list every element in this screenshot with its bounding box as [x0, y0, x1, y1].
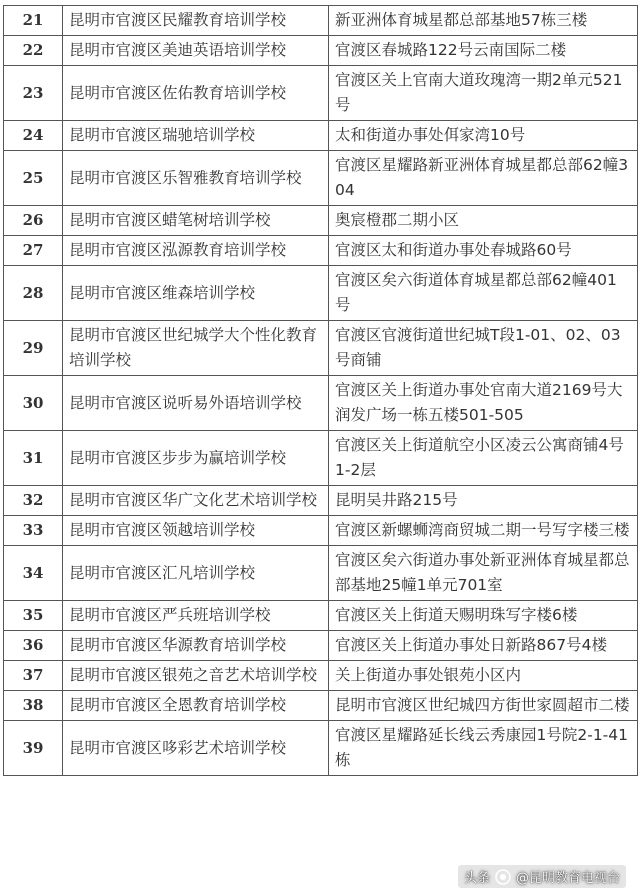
- school-name: 昆明市官渡区哆彩艺术培训学校: [63, 721, 329, 776]
- table-row: [4, 546, 638, 601]
- row-number: 24: [4, 121, 63, 151]
- row-number: 21: [4, 6, 63, 36]
- table-row: [4, 206, 638, 236]
- school-name: 昆明市官渡区全恩教育培训学校: [63, 691, 329, 721]
- school-address: 太和街道办事处佴家湾10号: [329, 121, 638, 151]
- row-number: 22: [4, 36, 63, 66]
- school-name: 昆明市官渡区民耀教育培训学校: [63, 6, 329, 36]
- school-address: 官渡区关上街道办事处官南大道2169号大润发广场一栋五楼501-505: [329, 376, 638, 431]
- row-number: 33: [4, 516, 63, 546]
- watermark-handle: @昆明教育电视台: [515, 871, 620, 886]
- row-number: 36: [4, 631, 63, 661]
- row-number: 28: [4, 266, 63, 321]
- school-name: 昆明市官渡区佐佑教育培训学校: [63, 66, 329, 121]
- school-address: 新亚洲体育城星都总部基地57栋三楼: [329, 6, 638, 36]
- school-address: 奥宸橙郡二期小区: [329, 206, 638, 236]
- school-table: [3, 5, 638, 776]
- table-row: [4, 486, 638, 516]
- table-row: [4, 121, 638, 151]
- school-name: 昆明市官渡区说听易外语培训学校: [63, 376, 329, 431]
- table-row: [4, 6, 638, 36]
- school-name: 昆明市官渡区步步为赢培训学校: [63, 431, 329, 486]
- school-name: 昆明市官渡区华广文化艺术培训学校: [63, 486, 329, 516]
- row-number: 31: [4, 431, 63, 486]
- school-name: 昆明市官渡区乐智雅教育培训学校: [63, 151, 329, 206]
- school-address: 官渡区关上街道航空小区凌云公寓商铺4号1-2层: [329, 431, 638, 486]
- table-row: [4, 376, 638, 431]
- school-address: 官渡区官渡街道世纪城T段1-01、02、03号商铺: [329, 321, 638, 376]
- table-row: [4, 661, 638, 691]
- watermark: [458, 865, 626, 888]
- table-row: [4, 266, 638, 321]
- table-row: [4, 516, 638, 546]
- school-address: 官渡区星耀路新亚洲体育城星都总部62幢304: [329, 151, 638, 206]
- school-name: 昆明市官渡区汇凡培训学校: [63, 546, 329, 601]
- school-address: 官渡区春城路122号云南国际二楼: [329, 36, 638, 66]
- school-name: 昆明市官渡区世纪城学大个性化教育培训学校: [63, 321, 329, 376]
- watermark-prefix: 头条: [463, 871, 490, 886]
- table-row: [4, 691, 638, 721]
- school-name: 昆明市官渡区泓源教育培训学校: [63, 236, 329, 266]
- row-number: 35: [4, 601, 63, 631]
- row-number: 32: [4, 486, 63, 516]
- school-address: 官渡区关上街道办事处日新路867号4楼: [329, 631, 638, 661]
- school-name: 昆明市官渡区华源教育培训学校: [63, 631, 329, 661]
- row-number: 30: [4, 376, 63, 431]
- row-number: 29: [4, 321, 63, 376]
- row-number: 34: [4, 546, 63, 601]
- school-address: 官渡区矣六街道体育城星都总部62幢401号: [329, 266, 638, 321]
- school-address: 官渡区关上官南大道玫瑰湾一期2单元521号: [329, 66, 638, 121]
- school-address: 昆明市官渡区世纪城四方街世家圆超市二楼: [329, 691, 638, 721]
- school-address: 官渡区太和街道办事处春城路60号: [329, 236, 638, 266]
- school-address: 官渡区星耀路延长线云秀康园1号院2-1-41栋: [329, 721, 638, 776]
- table-row: [4, 431, 638, 486]
- row-number: 39: [4, 721, 63, 776]
- row-number: 27: [4, 236, 63, 266]
- row-number: 23: [4, 66, 63, 121]
- school-address: 昆明吴井路215号: [329, 486, 638, 516]
- school-name: 昆明市官渡区严兵班培训学校: [63, 601, 329, 631]
- table-row: [4, 36, 638, 66]
- watermark-logo-icon: [495, 869, 511, 885]
- school-name: 昆明市官渡区美迪英语培训学校: [63, 36, 329, 66]
- school-address: 关上街道办事处银苑小区内: [329, 661, 638, 691]
- table-row: [4, 66, 638, 121]
- school-address: 官渡区新螺蛳湾商贸城二期一号写字楼三楼: [329, 516, 638, 546]
- table-row: [4, 151, 638, 206]
- table-row: [4, 721, 638, 776]
- row-number: 37: [4, 661, 63, 691]
- school-name: 昆明市官渡区蜡笔树培训学校: [63, 206, 329, 236]
- school-address: 官渡区矣六街道办事处新亚洲体育城星都总部基地25幢1单元701室: [329, 546, 638, 601]
- school-name: 昆明市官渡区银苑之音艺术培训学校: [63, 661, 329, 691]
- school-name: 昆明市官渡区瑞驰培训学校: [63, 121, 329, 151]
- table-row: [4, 236, 638, 266]
- school-address: 官渡区关上街道天赐明珠写字楼6楼: [329, 601, 638, 631]
- table-row: [4, 601, 638, 631]
- table-row: [4, 321, 638, 376]
- row-number: 25: [4, 151, 63, 206]
- school-name: 昆明市官渡区维森培训学校: [63, 266, 329, 321]
- row-number: 38: [4, 691, 63, 721]
- row-number: 26: [4, 206, 63, 236]
- school-name: 昆明市官渡区领越培训学校: [63, 516, 329, 546]
- table-row: [4, 631, 638, 661]
